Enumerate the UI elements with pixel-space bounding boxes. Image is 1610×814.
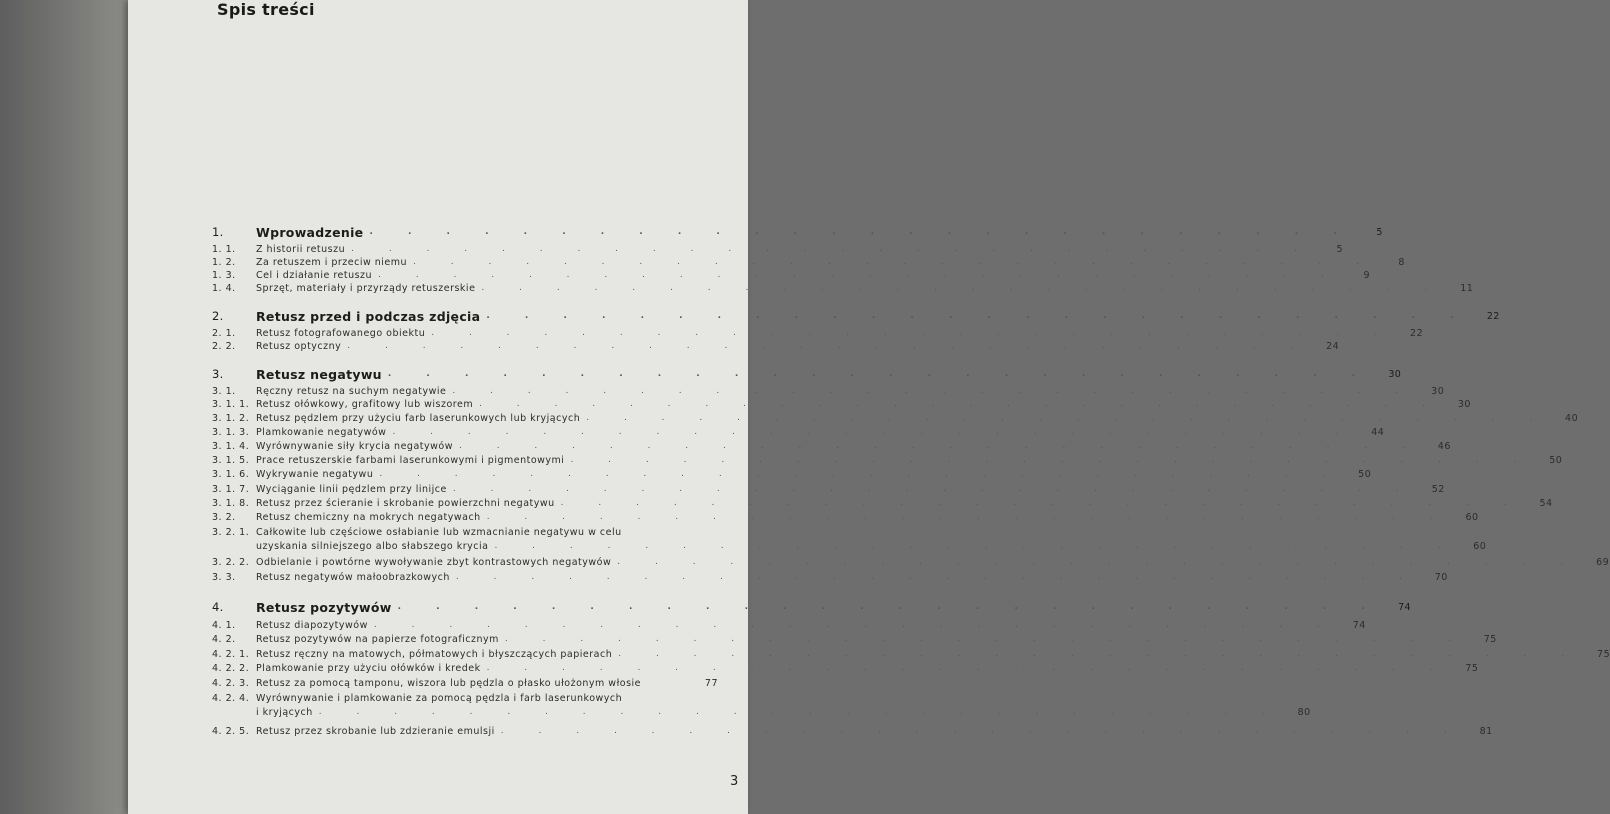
toc-entry-number: 2. 1.	[212, 327, 236, 339]
toc-leader-dots: . . . . . . . . . . . . . . . . . . . . . . . . . .	[570, 455, 1533, 465]
toc-entry-number: 3. 1.	[212, 385, 236, 397]
toc-entry-title: Retusz negatywów małoobrazkowych	[256, 571, 450, 583]
toc-entry-number: 2.	[212, 309, 224, 323]
toc-entry-page: 30	[1457, 398, 1471, 410]
toc-entry-row	[212, 268, 1370, 282]
toc-entry-title: Za retuszem i przeciw niemu	[256, 256, 408, 268]
toc-entry-number: 4. 2. 4.	[212, 692, 250, 704]
toc-leader-dots: . . . . . . . . . . . . . . . . . . . . . . . . . .	[318, 707, 1281, 717]
toc-leader-dots: . . . . . . . . . . . . . . . . . . . . . . . . . .	[373, 620, 1336, 630]
toc-entry-number: 4. 2. 1.	[212, 648, 250, 660]
toc-entry-number: 1. 4.	[212, 282, 236, 294]
toc-entry-page: 5	[1336, 243, 1344, 255]
toc-leader-dots: . . . . . . . . . . . . . . . . . . . . . . . . . .	[392, 427, 1355, 437]
toc-entry-title: Retusz optyczny	[256, 340, 342, 352]
toc-entry-number: 3. 1. 2.	[212, 412, 250, 424]
toc-entry-number: 3. 3.	[212, 571, 236, 583]
toc-entry-row	[212, 482, 1445, 496]
toc-entry-number: 3. 1. 7.	[212, 483, 250, 495]
toc-entry-row	[212, 525, 718, 539]
toc-leader-dots: . . . . . . . . . . . . . . . . . . . . . . . . . .	[369, 227, 1353, 237]
toc-entry-number: 3. 1. 3.	[212, 426, 250, 438]
toc-entry-title: Cel i działanie retuszu	[256, 269, 373, 281]
toc-chapter-row	[212, 366, 1402, 382]
toc-leader-dots: . . . . . . . . . . . . . . . . . . . . . . . . . .	[431, 328, 1394, 338]
toc-entry-page: 11	[1460, 282, 1474, 294]
toc-entry-page: 30	[1388, 368, 1402, 380]
toc-entry-number: 3. 1. 8.	[212, 497, 250, 509]
toc-entry-page: 80	[1297, 706, 1311, 718]
toc-leader-dots: . . . . . . . . . . . . . . . . . . . . . . . . . .	[481, 283, 1444, 293]
toc-entry-title: Z historii retuszu	[256, 243, 346, 255]
toc-entry-number: 3. 2. 1.	[212, 526, 250, 538]
toc-entry-row	[212, 384, 1445, 398]
toc-leader-dots: . . . . . . . . . . . . . . . . . . . . . . . . . .	[458, 441, 1421, 451]
toc-leader-dots: . . . . . . . . . . . . . . . . . . . . . . . . . .	[378, 270, 1340, 280]
toc-entry-title: Prace retuszerskie farbami laserunkowymi i pigmentowymi	[256, 454, 565, 466]
toc-entry-title: Retusz fotografowanego obiektu	[256, 327, 426, 339]
toc-entry-row	[212, 570, 1448, 584]
toc-entry-page: 52	[1431, 483, 1445, 495]
toc-entry-page: 50	[1549, 454, 1563, 466]
toc-leader-dots: . . . . . . . . . . . . . . . . . . . . . . . . . .	[617, 557, 1580, 567]
page-title: Spis treści	[217, 0, 315, 19]
toc-entry-row	[212, 676, 718, 690]
toc-entry-row	[212, 326, 1424, 340]
toc-chapter-row	[212, 308, 1500, 324]
page-number: 3	[730, 774, 739, 789]
toc-entry-row	[212, 647, 1610, 661]
toc-entry-row	[212, 705, 1311, 719]
toc-leader-dots: . . . . . . . . . . . . . . . . . . . . . . . . . .	[486, 663, 1449, 673]
toc-entry-title: Wyciąganie linii pędzlem przy linijce	[256, 483, 447, 495]
toc-entry-number: 3.	[212, 367, 224, 381]
toc-entry-page: 40	[1565, 412, 1579, 424]
toc-entry-page: 75	[1597, 648, 1610, 660]
toc-leader-dots: . . . . . . . . . . . . . . . . . . . . . . . . . .	[379, 469, 1342, 479]
toc-entry-page: 75	[1483, 633, 1497, 645]
toc-entry-title: Retusz negatywu	[256, 366, 382, 382]
toc-leader-dots: . . . . . . . . . . . . . . . . . . . . . . . . . .	[452, 484, 1415, 494]
toc-entry-row	[212, 724, 1493, 738]
toc-leader-dots: . . . . . . . . . . . . . . . . . . . . . . . . . .	[618, 649, 1581, 659]
toc-entry-number: 1. 1.	[212, 243, 236, 255]
toc-entry-page: 69	[1596, 556, 1610, 568]
toc-entry-page: 74	[1398, 601, 1411, 613]
toc-entry-row	[212, 496, 1553, 510]
toc-entry-number: 3. 1. 5.	[212, 454, 250, 466]
toc-entry-row	[212, 618, 1366, 632]
toc-entry-title: i kryjących	[256, 706, 313, 718]
toc-entry-page: 60	[1473, 540, 1487, 552]
toc-entry-title: Plamkowanie negatywów	[256, 426, 387, 438]
toc-entry-number: 1. 2.	[212, 256, 236, 268]
toc-entry-row	[212, 439, 1451, 453]
toc-leader-dots: . . . . . . . . . . . . . . . . . . . . . . . . . .	[387, 369, 1372, 379]
toc-entry-number: 4. 1.	[212, 619, 236, 631]
toc-entry-title: Wykrywanie negatywu	[256, 468, 374, 480]
toc-entry-page: 24	[1326, 340, 1340, 352]
toc-entry-row	[212, 632, 1497, 646]
toc-entry-number: 1. 3.	[212, 269, 236, 281]
toc-entry-row	[212, 661, 1479, 675]
toc-leader-dots: . . . . . . . . . . . . . . . . . . . . . . . . . .	[486, 512, 1449, 522]
toc-leader-dots: . . . . . . . . . . . . . . . . . . . . . . . . . .	[479, 399, 1441, 409]
toc-entry-number: 4. 2.	[212, 633, 236, 645]
toc-entry-title: Retusz przed i podczas zdjęcia	[256, 308, 481, 324]
toc-entry-page: 44	[1371, 426, 1385, 438]
toc-entry-title: Retusz przez skrobanie lub zdzieranie emulsji	[256, 725, 495, 737]
toc-leader-dots: . . . . . . . . . . . . . . . . . . . . . . . . . .	[494, 541, 1457, 551]
toc-chapter-row	[212, 224, 1383, 240]
toc-entry-page: 22	[1486, 310, 1500, 322]
toc-entry-number: 4. 2. 5.	[212, 725, 250, 737]
toc-entry-page: 54	[1539, 497, 1553, 509]
toc-entry-row	[212, 339, 1340, 353]
toc-entry-title: uzyskania silniejszego albo słabszego krycia	[256, 540, 489, 552]
toc-entry-number: 4. 2. 2.	[212, 662, 250, 674]
toc-entry-page: 50	[1358, 468, 1372, 480]
toc-entry-number: 3. 1. 1.	[212, 398, 250, 410]
toc-leader-dots: . . . . . . . . . . . . . . . . . . . . . . . . . .	[455, 572, 1418, 582]
toc-entry-title: Retusz przez ścieranie i skrobanie powierzchni negatywu	[256, 497, 555, 509]
toc-entry-row	[212, 281, 1474, 295]
toc-entry-page: 81	[1479, 725, 1493, 737]
toc-entry-number: 4. 2. 3.	[212, 677, 250, 689]
toc-chapter-row	[212, 599, 1411, 615]
toc-leader-dots: . . . . . . . . . . . . . . . . . . . . . . . . . .	[560, 498, 1523, 508]
toc-leader-dots: . . . . . . . . . . . . . . . . . . . . . . . . . .	[500, 726, 1463, 736]
toc-entry-row	[212, 397, 1471, 411]
toc-entry-title: Ręczny retusz na suchym negatywie	[256, 385, 447, 397]
toc-entry-page: 74	[1352, 619, 1366, 631]
toc-leader-dots: . . . . . . . . . . . . . . . . . . . . . . . . . .	[347, 341, 1310, 351]
toc-entry-title: Całkowite lub częściowe osłabianie lub wzmacnianie negatywu w celu	[256, 526, 622, 538]
toc-entry-number: 3. 1. 4.	[212, 440, 250, 452]
toc-leader-dots: . . . . . . . . . . . . . . . . . . . . . . . . . .	[413, 257, 1375, 267]
toc-entry-number: 3. 2. 2.	[212, 556, 250, 568]
toc-entry-page: 5	[1376, 226, 1383, 238]
toc-entry-number: 2. 2.	[212, 340, 236, 352]
toc-leader-dots: . . . . . . . . . . . . . . . . . . . . . . . . . .	[504, 634, 1467, 644]
toc-entry-row	[212, 555, 1610, 569]
toc-entry-page: 30	[1431, 385, 1445, 397]
toc-entry-title: Retusz pozytywów	[256, 599, 392, 615]
toc-entry-title: Retusz ołówkowy, grafitowy lub wiszorem	[256, 398, 474, 410]
toc-entry-number: 4.	[212, 600, 224, 614]
toc-leader-dots: . . . . . . . . . . . . . . . . . . . . . . . . . .	[397, 602, 1381, 612]
toc-entry-title: Wyrównywanie i plamkowanie za pomocą pędzla i farb laserunkowych	[256, 692, 623, 704]
toc-entry-title: Retusz diapozytywów	[256, 619, 368, 631]
toc-entry-title: Retusz chemiczny na mokrych negatywach	[256, 511, 481, 523]
toc-leader-dots: . . . . . . . . . . . . . . . . . . . . . . . . . .	[486, 311, 1470, 321]
toc-leader-dots: . . . . . . . . . . . . . . . . . . . . . . . . . .	[586, 413, 1549, 423]
toc-entry-row	[212, 691, 718, 705]
toc-entry-row	[212, 467, 1372, 481]
toc-entry-row	[212, 453, 1563, 467]
toc-entry-page: 8	[1398, 256, 1405, 268]
toc-entry-number: 3. 1. 6.	[212, 468, 250, 480]
toc-leader-dots: . . . . . . . . . . . . . . . . . . . . . . . . . .	[452, 386, 1415, 396]
toc-entry-page: 70	[1434, 571, 1448, 583]
toc-entry-title: Odbielanie i powtórne wywoływanie zbyt kontrastowych negatywów	[256, 556, 612, 568]
toc-entry-number: 3. 2.	[212, 511, 236, 523]
toc-entry-page: 75	[1465, 662, 1479, 674]
toc-entry-title: Plamkowanie przy użyciu ołówków i kredek	[256, 662, 481, 674]
toc-entry-row	[212, 242, 1344, 256]
toc-entry-page: 77	[704, 677, 718, 689]
toc-entry-row	[212, 425, 1385, 439]
toc-entry-title: Wyrównywanie siły krycia negatywów	[256, 440, 453, 452]
toc-entry-title: Retusz ręczny na matowych, półmatowych i błyszczących papierach	[256, 648, 613, 660]
toc-entry-row	[212, 510, 1479, 524]
toc-entry-title: Sprzęt, materiały i przyrządy retuszerskie	[256, 282, 476, 294]
toc-entry-page: 60	[1465, 511, 1479, 523]
toc-entry-row	[212, 539, 1487, 553]
toc-entry-page: 9	[1363, 269, 1370, 281]
toc-entry-title: Retusz za pomocą tamponu, wiszora lub pędzla o płasko ułożonym włosie	[256, 677, 642, 689]
toc-leader-dots: . . . . . . . . . . . . . . . . . . . . . . . . . .	[351, 244, 1314, 254]
toc-entry-row	[212, 411, 1579, 425]
toc-entry-title: Retusz pędzlem przy użyciu farb laserunkowych lub kryjących	[256, 412, 581, 424]
toc-entry-number: 1.	[212, 225, 224, 239]
toc-entry-page: 22	[1410, 327, 1424, 339]
toc-entry-title: Retusz pozytywów na papierze fotograficznym	[256, 633, 499, 645]
toc-entry-page: 46	[1437, 440, 1451, 452]
toc-entry-row	[212, 255, 1405, 269]
toc-entry-title: Wprowadzenie	[256, 224, 364, 240]
